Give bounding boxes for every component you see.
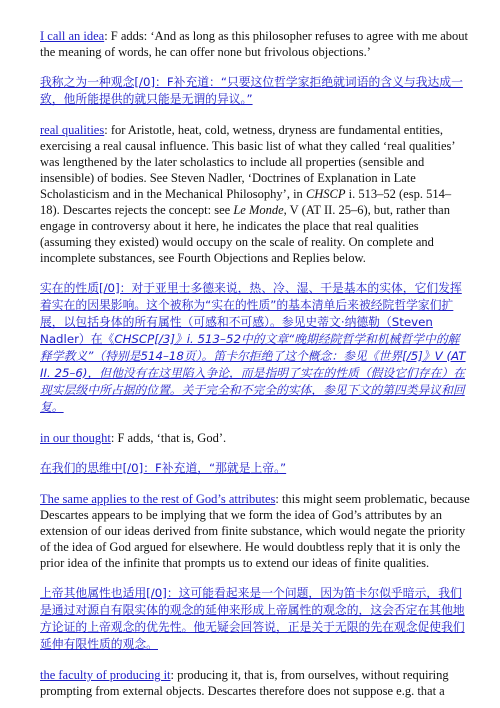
note-text: : this might seem problematic, because Descartes appears to be implying that we form the idea of God’s attributes by an extension of our ideas derived from finite substance, which would negate the priority of the idea of God argued for elsewhere. He would doubtless reply that it is only the prior idea of the infinite that prompts us to extend our ideas of finite qualities. — [40, 492, 470, 570]
note-text: : F adds, ‘that is, God’. — [110, 431, 227, 445]
note-2-english — [40, 122, 470, 266]
note-2-chinese[interactable] — [40, 280, 470, 416]
note-text: : for Aristotle, heat, cold, wetness, dryness are fundamental entities, exercising a real causal influence. This basic list of what they called ‘real qualities’ was lengthened by the later scholastics to include all properties (sensible and insensible) of bodies. See Steven Nadler, ‘Doctrines of Explanation in Late Scholasticism and in the Mechanical Philosophy’, in — [40, 123, 455, 201]
note-3-chinese[interactable]: 在我们的思维中[/0]：F补充道，“那就是上帝。” — [40, 461, 287, 475]
note-text: : producing it, that is, from ourselves, without requiring prompting from external objects. Descartes therefore does not suppose e.g. that a — [40, 668, 449, 698]
note-text-italic: CHSCP[/3]》i. 513–52中的文章“晚期经院哲学和机械哲学中的解释学教义”（特别是514–18页）。笛卡尔拒绝了这个概念：参见《世界[/5]》V (AT II. 25–6) — [40, 332, 466, 380]
note-text-italic: ，但他没有在这里陷入争论，而是指明了实在的性质（假设它们存在）在现实层级中所占据的位置。关于完全和不完全的实体，参见下文的第四类异议和回复。 — [40, 366, 465, 414]
book-title-chscp: CHSCP — [305, 187, 346, 201]
term-link-i-call-an-idea[interactable]: I call an idea — [40, 29, 105, 43]
term-link-in-our-thought[interactable]: in our thought — [40, 431, 111, 445]
note-1-chinese[interactable]: 我称之为一种观念[/0]：F补充道：“只要这位哲学家拒绝就词语的含义与我达成一致，他所能提供的就只能是无谓的异议。” — [40, 75, 463, 106]
note-5-english — [40, 667, 470, 699]
note-text: 实在的性质[/0]：对于亚里士多德来说，热、冷、湿、干是基本的实体，它们发挥着实在的因果影响。这个被称为“实在的性质”的基本清单后来被经院哲学家们扩展，以包括身体的所有属性（可感和不可感）。参见史蒂文·纳德勒（Steven Nadler）在《 — [40, 281, 462, 346]
note-4-chinese[interactable]: 上帝其他属性也适用[/0]：这可能看起来是一个问题，因为笛卡尔似乎暗示，我们是通过对源自有限实体的观念的延伸来形成上帝属性的观念的，这会否定在其他地方论证的上帝观念的优先性。他无疑会回答说，正是关于无限的先在观念促使我们延伸有限性质的观念。 — [40, 586, 465, 651]
term-link-gods-attributes[interactable]: The same applies to the rest of God’s attributes — [40, 492, 276, 506]
note-1-english — [40, 28, 470, 60]
term-link-real-qualities[interactable]: real qualities — [40, 123, 105, 137]
note-text: i. 513–52 (esp. 514–18). Descartes rejects the concept: see — [40, 187, 452, 217]
term-link-faculty-of-producing[interactable]: the faculty of producing it — [40, 668, 171, 682]
note-3-english — [40, 430, 470, 446]
note-text: , V (AT II. 25–6), but, rather than engage in controversy about it here, he indicates the place that real qualities (assuming they existed) would occupy on the scale of reality. On complete and incomplete substances, see Fourth Objections and Replies below. — [40, 203, 450, 265]
note-4-english — [40, 491, 470, 571]
book-title-le-monde: Le Monde — [233, 203, 284, 217]
note-text: : F adds: ‘And as long as this philosopher refuses to agree with me about the meaning of words, he can offer none but frivolous objections.’ — [40, 29, 469, 59]
